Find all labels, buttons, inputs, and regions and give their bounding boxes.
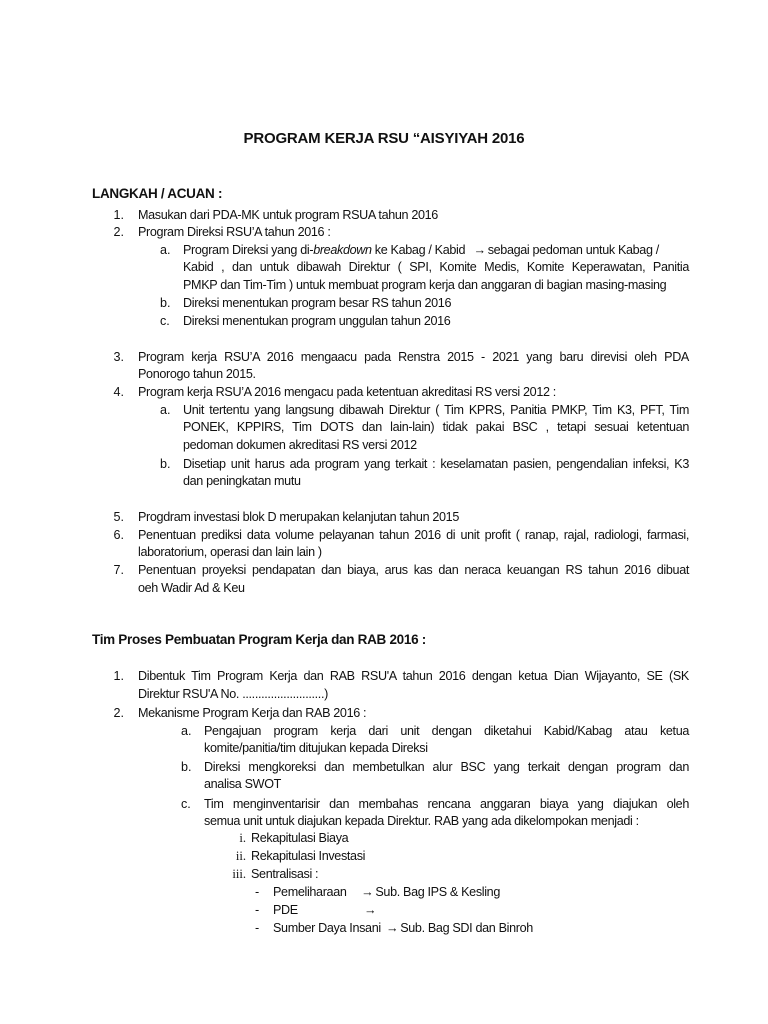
list-item-text: laboratorium, operasi dan lain lain ) bbox=[138, 545, 322, 559]
list-item-text: Ponorogo tahun 2015. bbox=[138, 367, 256, 381]
list-item-text: Program kerja RSU’A 2016 mengacu pada ketentuan akreditasi RS versi 2012 : bbox=[138, 385, 556, 399]
list-number: 2. bbox=[113, 706, 124, 720]
sublist-item-text: Kabid , dan untuk dibawah Direktur ( SPI, Komite Medis, Komite Keperawatan, Panitia bbox=[183, 260, 689, 274]
sublist-item-text: PMKP dan Tim-Tim ) untuk membuat program kerja dan anggaran di bagian masing-masing bbox=[183, 278, 667, 292]
sublist-item-text: Direksi menentukan program unggulan tahun 2016 bbox=[183, 314, 451, 328]
sublist-item-text: Direksi mengkoreksi dan membetulkan alur BSC yang terkait dengan program dan bbox=[204, 760, 689, 774]
sublist-marker: a. bbox=[160, 243, 171, 257]
sublist-item-text: analisa SWOT bbox=[204, 777, 281, 791]
sublist-item-text: Pengajuan program kerja dari unit dengan diketahui Kabid/Kabag atau ketua bbox=[204, 724, 689, 738]
list-item-text: Direktur RSU'A No. ..........................) bbox=[138, 687, 328, 701]
document-title: PROGRAM KERJA RSU “AISYIYAH 2016 bbox=[243, 130, 525, 147]
list-item-text: Mekanisme Program Kerja dan RAB 2016 : bbox=[138, 706, 367, 720]
sublist-marker: b. bbox=[160, 457, 171, 471]
roman-item-text: Rekapitulasi Biaya bbox=[251, 831, 349, 845]
list-number: 6. bbox=[113, 528, 124, 542]
sublist-item-text: PONEK, KPPIRS, Tim DOTS dan lain-lain) tidak pakai BSC , tetapi sesuai ketentuan bbox=[183, 420, 689, 434]
sublist-item-text: pedoman dokumen akreditasi RS versi 2012 bbox=[183, 438, 417, 452]
sublist-item-text: Unit tertentu yang langsung dibawah Direktur ( Tim KPRS, Panitia PMKP, Tim K3, PFT, Tim bbox=[183, 403, 689, 417]
sublist-marker: a. bbox=[181, 724, 192, 738]
list-number: 2. bbox=[113, 225, 124, 239]
list-number: 3. bbox=[113, 350, 124, 364]
list-number: 1. bbox=[113, 669, 124, 683]
sublist-marker: a. bbox=[160, 403, 171, 417]
list-item-text: Penentuan proyeksi pendapatan dan biaya, arus kas dan neraca keuangan RS tahun 2016 dibuat bbox=[138, 563, 689, 577]
sublist-marker: c. bbox=[181, 797, 191, 811]
dash-item-text: Pemeliharaan → Sub. Bag IPS & Kesling bbox=[273, 885, 500, 899]
list-number: 1. bbox=[113, 208, 124, 222]
roman-marker: i. bbox=[239, 831, 246, 845]
sublist-item-text: semua unit untuk diajukan kepada Direktur. RAB yang ada dikelompokan menjadi : bbox=[204, 814, 639, 828]
right-arrow-icon: → bbox=[361, 885, 374, 899]
list-item-text: Masukan dari PDA-MK untuk program RSUA tahun 2016 bbox=[138, 208, 438, 222]
section-heading-langkah: LANGKAH / ACUAN : bbox=[92, 186, 223, 201]
section-heading-tim-proses: Tim Proses Pembuatan Program Kerja dan RAB 2016 : bbox=[92, 632, 426, 647]
roman-marker: ii. bbox=[235, 849, 246, 863]
list-number: 5. bbox=[113, 510, 124, 524]
sublist-item-text: Tim menginventarisir dan membahas rencana anggaran biaya yang diajukan oleh bbox=[204, 797, 689, 811]
sublist-marker: c. bbox=[160, 314, 170, 328]
sublist-item-text: komite/panitia/tim ditujukan kepada Direksi bbox=[204, 741, 428, 755]
right-arrow-icon: → bbox=[364, 903, 377, 917]
list-item-text: Penentuan prediksi data volume pelayanan tahun 2016 di unit profit ( ranap, rajal, radiologi, farmasi, bbox=[138, 528, 689, 542]
sublist-marker: b. bbox=[160, 296, 171, 310]
sublist-item-text: Disetiap unit harus ada program yang terkait : keselamatan pasien, pengendalian infeksi, K3 bbox=[183, 457, 689, 471]
list-number: 4. bbox=[113, 385, 124, 399]
sublist-marker: b. bbox=[181, 760, 192, 774]
list-item-text: Program Direksi RSU’A tahun 2016 : bbox=[138, 225, 331, 239]
list-item-text: Program kerja RSU’A 2016 mengaacu pada Renstra 2015 - 2021 yang baru direvisi oleh PDA bbox=[138, 350, 689, 364]
roman-item-text: Sentralisasi : bbox=[251, 867, 319, 881]
dash-item-text: Sumber Daya Insani → Sub. Bag SDI dan Binroh bbox=[273, 921, 533, 935]
list-number: 7. bbox=[113, 563, 124, 577]
right-arrow-icon: → bbox=[473, 243, 486, 257]
list-item-text: Dibentuk Tim Program Kerja dan RAB RSU'A tahun 2016 dengan ketua Dian Wijayanto, SE (SK bbox=[138, 669, 689, 683]
dash-marker: - bbox=[255, 921, 260, 935]
sublist-item-text: dan peningkatan mutu bbox=[183, 474, 301, 488]
roman-item-text: Rekapitulasi Investasi bbox=[251, 849, 366, 863]
sublist-item-text: Direksi menentukan program besar RS tahun 2016 bbox=[183, 296, 452, 310]
right-arrow-icon: → bbox=[385, 921, 399, 935]
sublist-item-text: Program Direksi yang di-breakdown ke Kabag / Kabid → sebagai pedoman untuk Kabag / bbox=[183, 243, 659, 257]
roman-marker: iii. bbox=[232, 867, 246, 881]
dash-marker: - bbox=[255, 903, 260, 917]
dash-item-text: PDE bbox=[273, 903, 298, 917]
list-item-text: oeh Wadir Ad & Keu bbox=[138, 581, 245, 595]
list-item-text: Progdram investasi blok D merupakan kelanjutan tahun 2015 bbox=[138, 510, 459, 524]
dash-marker: - bbox=[255, 885, 260, 899]
